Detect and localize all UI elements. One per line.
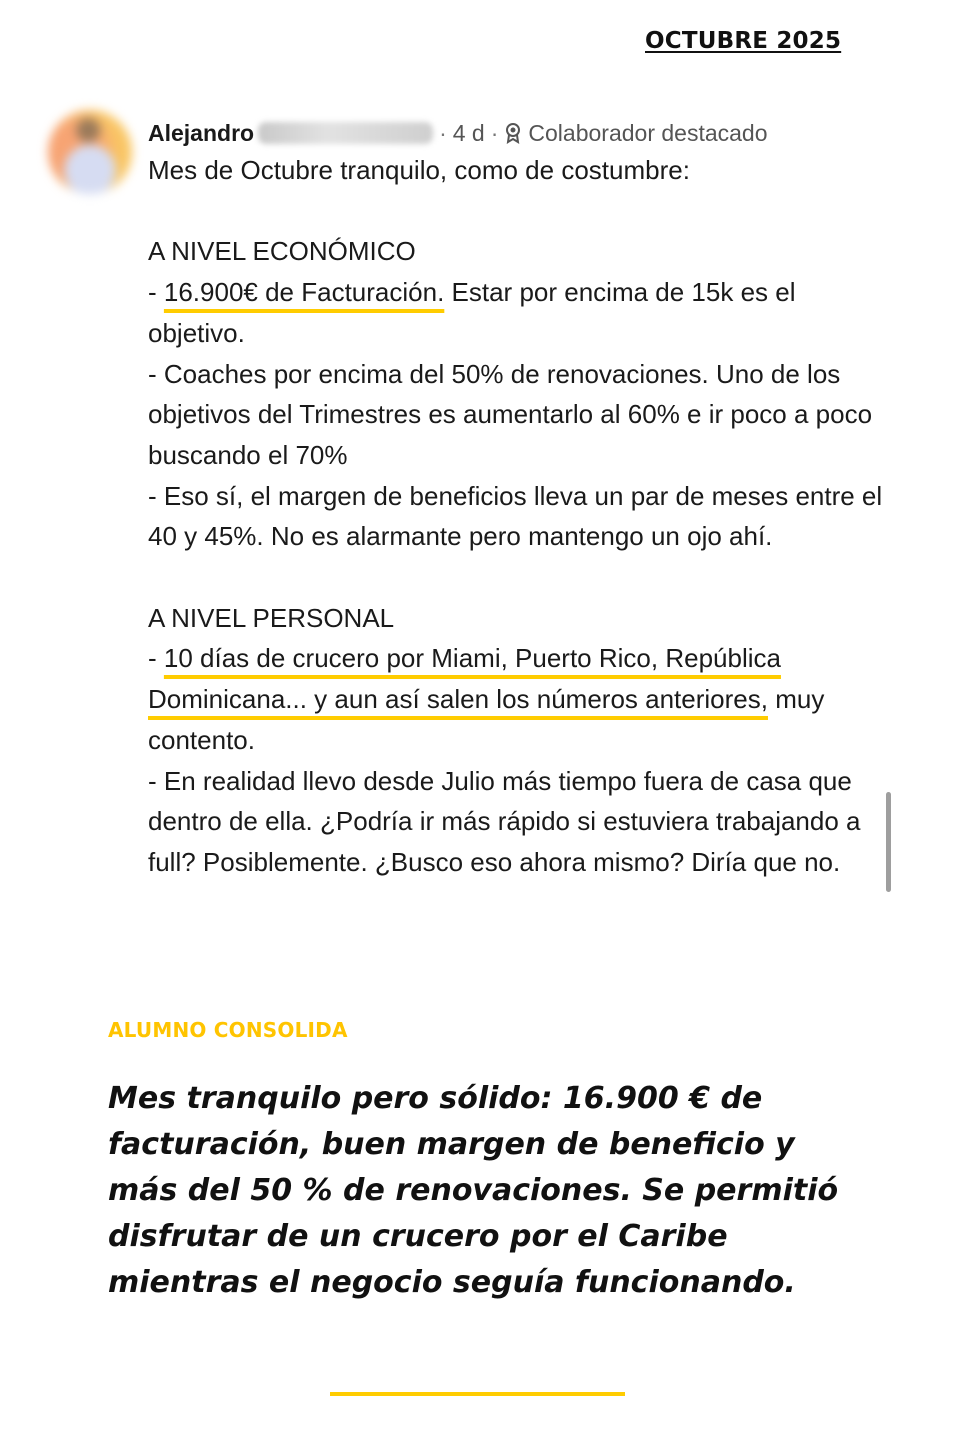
dash: - (148, 277, 164, 308)
award-ribbon-icon (504, 122, 522, 144)
author-name[interactable]: Alejandro (148, 119, 255, 146)
highlight-cruise: 10 días de crucero por Miami, Puerto Rico, República Dominicana... y aun así salen los números anteriores, (148, 643, 781, 715)
separator: · (439, 119, 447, 146)
post-meta (148, 116, 888, 150)
summary-tag: ALUMNO CONSOLIDA (108, 1018, 348, 1042)
personal-item-2: - En realidad llevo desde Julio más tiempo fuera de casa que dentro de ella. ¿Podría ir más rápido si estuviera trabajando a full? Posiblemente. ¿Busco eso ahora mismo? Diría que no. (148, 765, 861, 877)
separator: · (490, 119, 499, 146)
economic-item-2: - Coaches por encima del 50% de renovaciones. Uno de los objetivos del Trimestres es aumentarlo al 60% e ir poco a poco buscando el 70% (148, 358, 873, 470)
post (148, 116, 888, 883)
post-time[interactable]: 4 d (452, 119, 485, 146)
economic-item-3: - Eso sí, el margen de beneficios lleva un par de meses entre el 40 y 45%. No es alarmante pero mantengo un ojo ahí. (148, 480, 883, 552)
post-intro: Mes de Octubre tranquilo, como de costumbre: (148, 155, 690, 185)
avatar[interactable] (48, 110, 132, 194)
economic-item-1 (148, 272, 888, 353)
badge-label: Colaborador destacado (528, 119, 768, 146)
scrollbar[interactable] (886, 792, 891, 892)
post-body (148, 150, 888, 883)
author-surname-blurred (258, 122, 433, 144)
economic-item-1-rest: Estar por encima de 15k es el objetivo. (148, 277, 796, 348)
summary-text: Mes tranquilo pero sólido: 16.900 € de facturación, buen margen de beneficio y más del 50 % de renovaciones. Se permitió disfrutar de un crucero por el Caribe mientras el negocio seguía funcionando. (108, 1081, 839, 1300)
economic-heading: A NIVEL ECONÓMICO (148, 236, 416, 267)
divider (330, 1392, 625, 1396)
highlight-revenue: 16.900€ de Facturación. (163, 277, 445, 308)
personal-item-1 (148, 638, 888, 760)
personal-heading: A NIVEL PERSONAL (148, 602, 395, 633)
dash: - (148, 643, 164, 674)
month-title: OCTUBRE 2025 (645, 28, 842, 54)
personal-item-1-rest: muy contento. (148, 684, 825, 755)
